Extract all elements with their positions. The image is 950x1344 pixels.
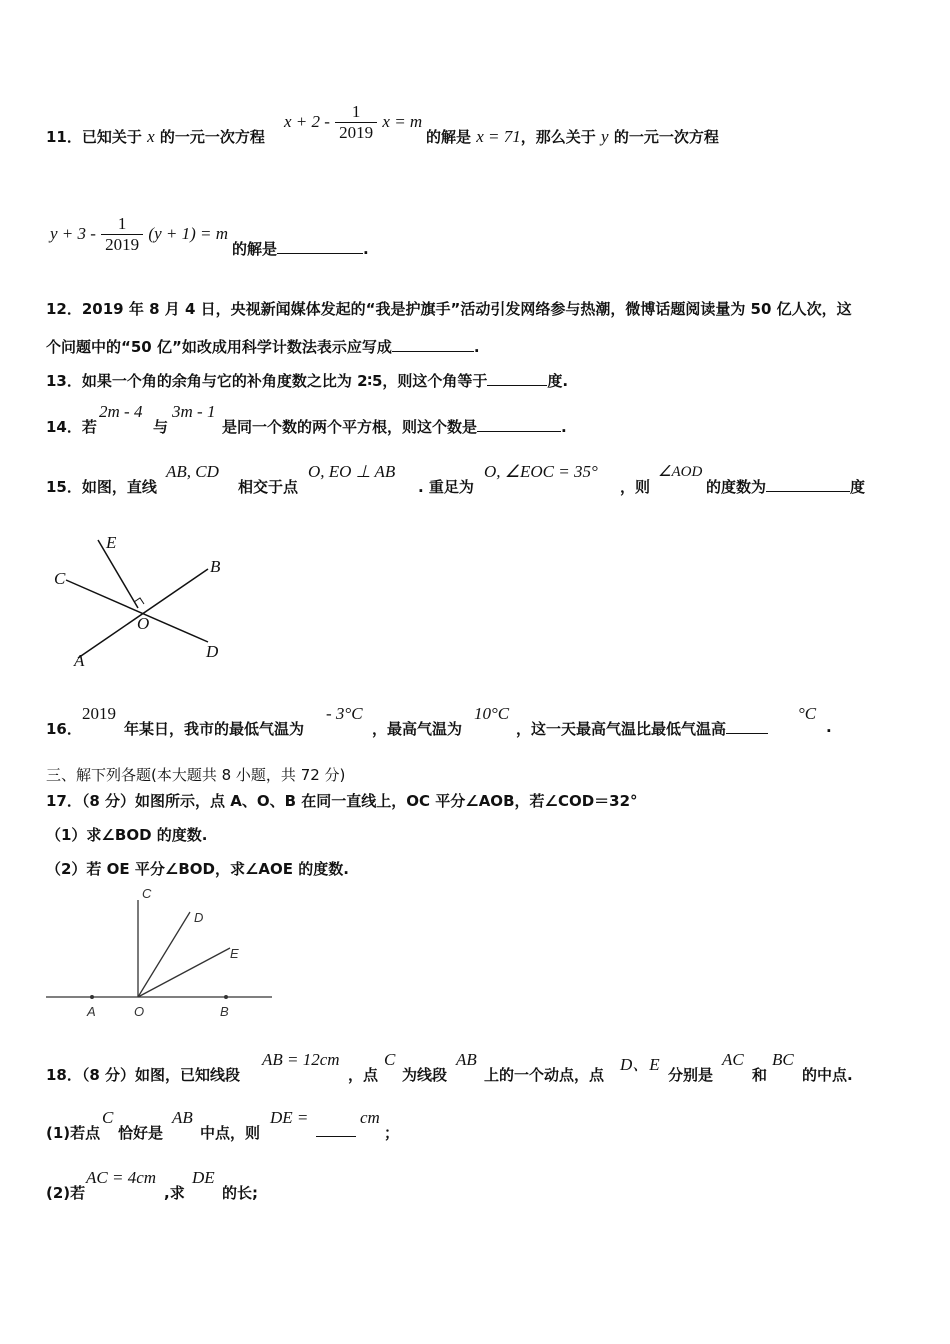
q15-figure bbox=[40, 526, 240, 676]
q15-t2: . 重足为 bbox=[418, 478, 474, 496]
q15-t3: ，则 bbox=[620, 478, 651, 496]
label-c: C bbox=[54, 569, 66, 588]
answer-blank bbox=[392, 337, 474, 352]
q14-tail: 是同一个数的两个平方根，则这个数是 . bbox=[222, 418, 567, 436]
q16-t1: 年某日，我市的最低气温为 bbox=[124, 720, 305, 738]
q15-start: 15．如图，直线 bbox=[46, 478, 157, 496]
q18-t4: 分别是 bbox=[668, 1066, 714, 1084]
q12-line1: 12．2019 年 8 月 4 日，央视新闻媒体发起的“我是护旗手”活动引发网络参与热潮，微博话题阅读量为 50 亿人次，这 bbox=[46, 300, 852, 318]
q14-expr1: 2m - 4 bbox=[99, 402, 143, 421]
q16-t2: ，最高气温为 bbox=[372, 720, 463, 738]
q15-target: ∠AOD bbox=[658, 464, 703, 480]
q14-expr2: 3m - 1 bbox=[172, 402, 216, 421]
q18-no: 18．（8 分）如图，已知线段 bbox=[46, 1066, 241, 1084]
section-3-heading: 三、解下列各题(本大题共 8 小题，共 72 分) bbox=[46, 766, 346, 784]
q18-p1-end: ； bbox=[384, 1124, 400, 1142]
q18-bc: BC bbox=[772, 1050, 794, 1069]
q16-year: 2019 bbox=[82, 704, 116, 723]
q11-line1: 11．已知关于 x 的一元一次方程 bbox=[46, 127, 265, 146]
answer-blank bbox=[487, 371, 547, 386]
q18-p1-ab: AB bbox=[172, 1108, 193, 1127]
ray-oe bbox=[138, 948, 230, 997]
answer-blank bbox=[277, 239, 363, 254]
q18-t5: 和 bbox=[752, 1066, 768, 1084]
q18-p1-de: DE = bbox=[270, 1108, 309, 1127]
q18-p1-a: (1)若点 bbox=[46, 1124, 101, 1142]
label-e: E bbox=[230, 946, 239, 961]
q18-p2-ac: AC = 4cm bbox=[86, 1168, 157, 1187]
q16-t3: ，这一天最高气温比最低气温高 bbox=[516, 718, 768, 739]
q16-low: - 3°C bbox=[326, 704, 363, 723]
label-o: O bbox=[137, 614, 150, 633]
q16-high: 10°C bbox=[474, 704, 510, 723]
label-d: D bbox=[206, 642, 219, 661]
q13: 13．如果一个角的余角与它的补角度数之比为 2∶5，则这个角等于 度. bbox=[46, 372, 569, 390]
q18-p2-c: 的长; bbox=[222, 1184, 258, 1202]
q18-p2-b: ,求 bbox=[164, 1184, 185, 1202]
q15-angle: O, ∠EOC = 35° bbox=[484, 462, 598, 481]
q18-ab2: AB bbox=[456, 1050, 477, 1069]
q18-t1: ，点 bbox=[348, 1066, 379, 1084]
q18-p2-de: DE bbox=[192, 1168, 215, 1187]
q18-p1-c2: 中点，则 bbox=[200, 1124, 261, 1142]
q18-t3: 上的一个动点，点 bbox=[484, 1066, 605, 1084]
q11-answer: 的解是 . bbox=[232, 240, 369, 258]
q15-tail: 的度数为 度 bbox=[706, 478, 866, 496]
q17-part1: （1）求∠BOD 的度数. bbox=[46, 826, 208, 844]
q15-pts: O, EO ⊥ AB bbox=[308, 462, 396, 481]
q16-end: . bbox=[826, 718, 832, 736]
answer-blank bbox=[316, 1122, 356, 1137]
q11-line1-tail: 的解是 x = 71，那么关于 y 的一元一次方程 bbox=[426, 127, 719, 146]
answer-blank bbox=[766, 477, 850, 492]
q18-t2: 为线段 bbox=[402, 1066, 448, 1084]
q12-line2: 个问题中的“50 亿”如改成用科学计数法表示应写成 . bbox=[46, 338, 480, 356]
label-d: D bbox=[194, 910, 204, 925]
q18-p1-c: C bbox=[102, 1108, 114, 1127]
q17-main: 17．（8 分）如图所示，点 A、O、B 在同一直线上，OC 平分∠AOB，若∠COD＝32° bbox=[46, 792, 638, 810]
q11-equation-1: x + 2 - $\frac{1}{2019}$ x = m bbox=[284, 102, 423, 142]
label-o: O bbox=[134, 1004, 145, 1019]
q14: 14．若 bbox=[46, 418, 97, 436]
point-a bbox=[90, 995, 94, 999]
q18-de: D、E bbox=[620, 1055, 660, 1074]
q14-and: 与 bbox=[153, 418, 169, 436]
answer-blank bbox=[726, 719, 768, 734]
q16-no: 16． bbox=[46, 720, 82, 738]
q17-part2: （2）若 OE 平分∠BOD，求∠AOE 的度数. bbox=[46, 860, 349, 878]
q16-unit: °C bbox=[798, 704, 817, 723]
q15-t1: 相交于点 bbox=[238, 478, 299, 496]
q18-p1-b: 恰好是 bbox=[118, 1124, 164, 1142]
q15-lines: AB, CD bbox=[166, 462, 219, 481]
ray-od bbox=[138, 912, 190, 997]
answer-blank bbox=[477, 417, 561, 432]
q18-ac: AC bbox=[722, 1050, 744, 1069]
q18-p2-a: (2)若 bbox=[46, 1184, 86, 1202]
label-e: E bbox=[106, 533, 117, 552]
line-eo bbox=[98, 540, 138, 608]
q18-t6: 的中点. bbox=[802, 1066, 853, 1084]
q17-figure bbox=[40, 884, 280, 1024]
q18-p1-unit: cm bbox=[360, 1108, 380, 1127]
q18-p1-blank bbox=[316, 1122, 356, 1141]
q18-ab: AB = 12cm bbox=[262, 1050, 340, 1069]
label-c: C bbox=[142, 886, 152, 901]
q18-c: C bbox=[384, 1050, 396, 1069]
point-b bbox=[224, 995, 228, 999]
label-b: B bbox=[210, 557, 221, 576]
label-a: A bbox=[87, 1004, 96, 1019]
label-b: B bbox=[220, 1004, 229, 1019]
label-a: A bbox=[74, 651, 85, 670]
q11-equation-2: y + 3 - $\frac{1}{2019}$ (y + 1) = m bbox=[50, 214, 228, 254]
